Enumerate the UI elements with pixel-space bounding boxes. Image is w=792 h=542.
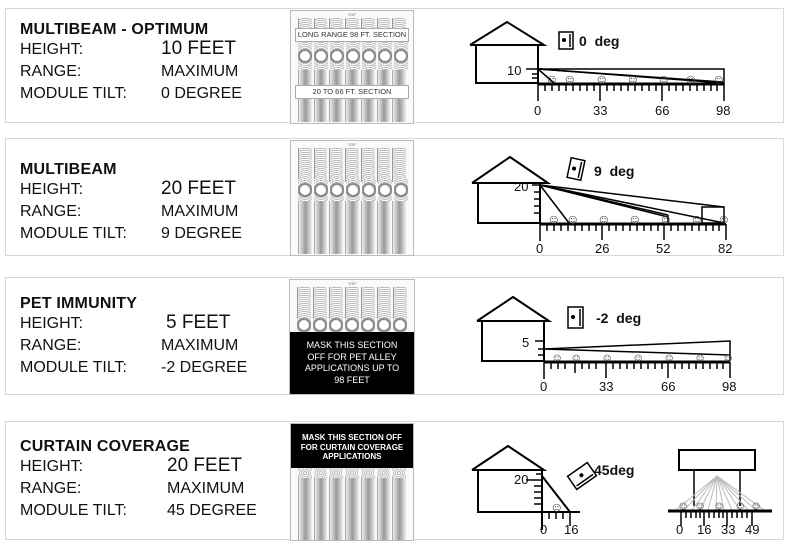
tilt-label: MODULE TILT: [20,359,127,376]
distance-tick-0: 0 [536,241,544,256]
angle-label: -2 deg [596,310,642,326]
tilt-label: MODULE TILT: [20,225,127,242]
angle-label: 9 deg [594,163,635,179]
mask-text-line: MASK THIS SECTION [306,340,398,350]
range-label: RANGE: [20,203,82,220]
top-view-tick-0: 0 [676,522,684,537]
height-value: 10 FEET [161,38,236,59]
distance-tick-66: 66 [661,379,676,394]
mode-title: PET IMMUNITY [20,295,138,312]
lens-mask-image [290,140,414,256]
mask-text-line: 98 FEET [334,374,370,385]
angle-label: 0 deg [579,33,620,49]
height-label: HEIGHT: [20,181,84,198]
distance-tick-82: 82 [718,241,733,256]
distance-tick-98: 98 [722,379,737,394]
mask-text-line: MASK THIS SECTION OFF [302,433,402,442]
svg-text:☺: ☺ [665,354,674,363]
svg-text:☺: ☺ [547,76,557,86]
svg-text:☺: ☺ [628,76,638,86]
svg-text:☺: ☺ [679,502,688,511]
coverage-side-view [458,145,748,255]
tilt-value: -2 DEGREE [161,359,248,376]
height-value: 20 FEET [161,178,236,199]
distance-tick-66: 66 [655,103,670,118]
height-tick-label: 20 [514,472,529,487]
svg-text:☺: ☺ [553,354,562,363]
svg-text:☺: ☺ [719,216,729,226]
coverage-top-view [660,424,780,539]
panel-multibeam-optimum [5,8,784,123]
svg-text:☺: ☺ [597,76,607,86]
distance-tick-0: 0 [540,379,548,394]
svg-text:☺: ☺ [572,354,581,363]
tilt-label: MODULE TILT: [20,502,127,519]
lens-mask-image [289,279,415,395]
height-label: HEIGHT: [20,41,84,58]
coverage-side-view [458,283,748,393]
range-value: MAXIMUM [161,337,239,354]
top-view-tick-33: 33 [721,522,736,537]
svg-text:☺: ☺ [724,354,733,363]
range-value: MAXIMUM [161,63,239,80]
svg-text:☺: ☺ [568,216,578,226]
svg-text:☺: ☺ [692,216,702,226]
lens-top-label: TOP [347,142,357,147]
distance-tick-33: 33 [593,103,608,118]
tilt-value: 9 DEGREE [161,225,242,242]
svg-text:☺: ☺ [599,216,609,226]
mid-range-section-label: 20 TO 66 FT. SECTION [295,85,409,99]
height-tick-label: 20 [514,179,529,194]
top-view-tick-16: 16 [697,522,712,537]
mode-title: CURTAIN COVERAGE [20,438,191,455]
mask-text-line: OFF FOR PET ALLEY [307,351,397,362]
svg-text:☺: ☺ [552,504,562,514]
distance-tick-0: 0 [534,103,542,118]
distance-tick-0: 0 [540,522,548,537]
svg-text:☺: ☺ [661,216,671,226]
range-value: MAXIMUM [167,480,245,497]
lens-mask-image [290,423,414,541]
panel-multibeam [5,138,784,256]
mode-title: MULTIBEAM [20,161,117,178]
svg-text:☺: ☺ [686,76,696,86]
svg-text:☺: ☺ [659,76,669,86]
curtain-mask-section [291,424,413,468]
svg-text:☺: ☺ [752,502,761,511]
svg-text:☺: ☺ [696,502,705,511]
svg-text:☺: ☺ [565,76,575,86]
lens-mask-image [290,10,414,124]
range-label: RANGE: [20,480,82,497]
svg-text:☺: ☺ [634,354,643,363]
top-view-tick-49: 49 [745,522,760,537]
height-label: HEIGHT: [20,458,84,475]
mask-text-line: FOR CURTAIN COVERAGE [300,442,404,452]
tilt-value: 45 DEGREE [167,502,257,519]
panel-curtain-coverage [5,421,784,540]
svg-text:☺: ☺ [715,502,724,511]
range-value: MAXIMUM [161,203,239,220]
angle-label: 45deg [594,462,635,478]
mask-text-line: APPLICATIONS [322,452,382,461]
tilt-label: MODULE TILT: [20,85,127,102]
lens-top-label: TOP [347,12,357,17]
svg-text:☺: ☺ [630,216,640,226]
height-value: 20 FEET [167,455,242,476]
tilt-value: 0 DEGREE [161,85,242,102]
height-tick-label: 5 [522,335,530,350]
height-tick-label: 10 [507,63,522,78]
long-range-section-label: LONG RANGE 98 FT. SECTION [295,28,409,42]
svg-text:☺: ☺ [696,354,705,363]
svg-text:☺: ☺ [603,354,612,363]
distance-tick-16: 16 [564,522,579,537]
height-label: HEIGHT: [20,315,84,332]
mask-text-line: APPLICATIONS UP TO [304,363,400,373]
svg-text:☺: ☺ [714,76,724,86]
mode-title: MULTIBEAM - OPTIMUM [20,21,209,38]
distance-tick-26: 26 [595,241,610,256]
svg-text:☺: ☺ [549,216,559,226]
distance-tick-98: 98 [716,103,731,118]
coverage-side-view [458,17,748,127]
lens-top-label: TOP [347,281,357,286]
range-label: RANGE: [20,63,82,80]
panel-pet-immunity [5,277,784,395]
height-value: 5 FEET [166,312,231,333]
distance-tick-33: 33 [599,379,614,394]
pet-alley-mask-section [290,332,414,394]
range-label: RANGE: [20,337,82,354]
coverage-side-view [458,424,635,539]
distance-tick-52: 52 [656,241,671,256]
svg-text:☺: ☺ [736,502,745,511]
